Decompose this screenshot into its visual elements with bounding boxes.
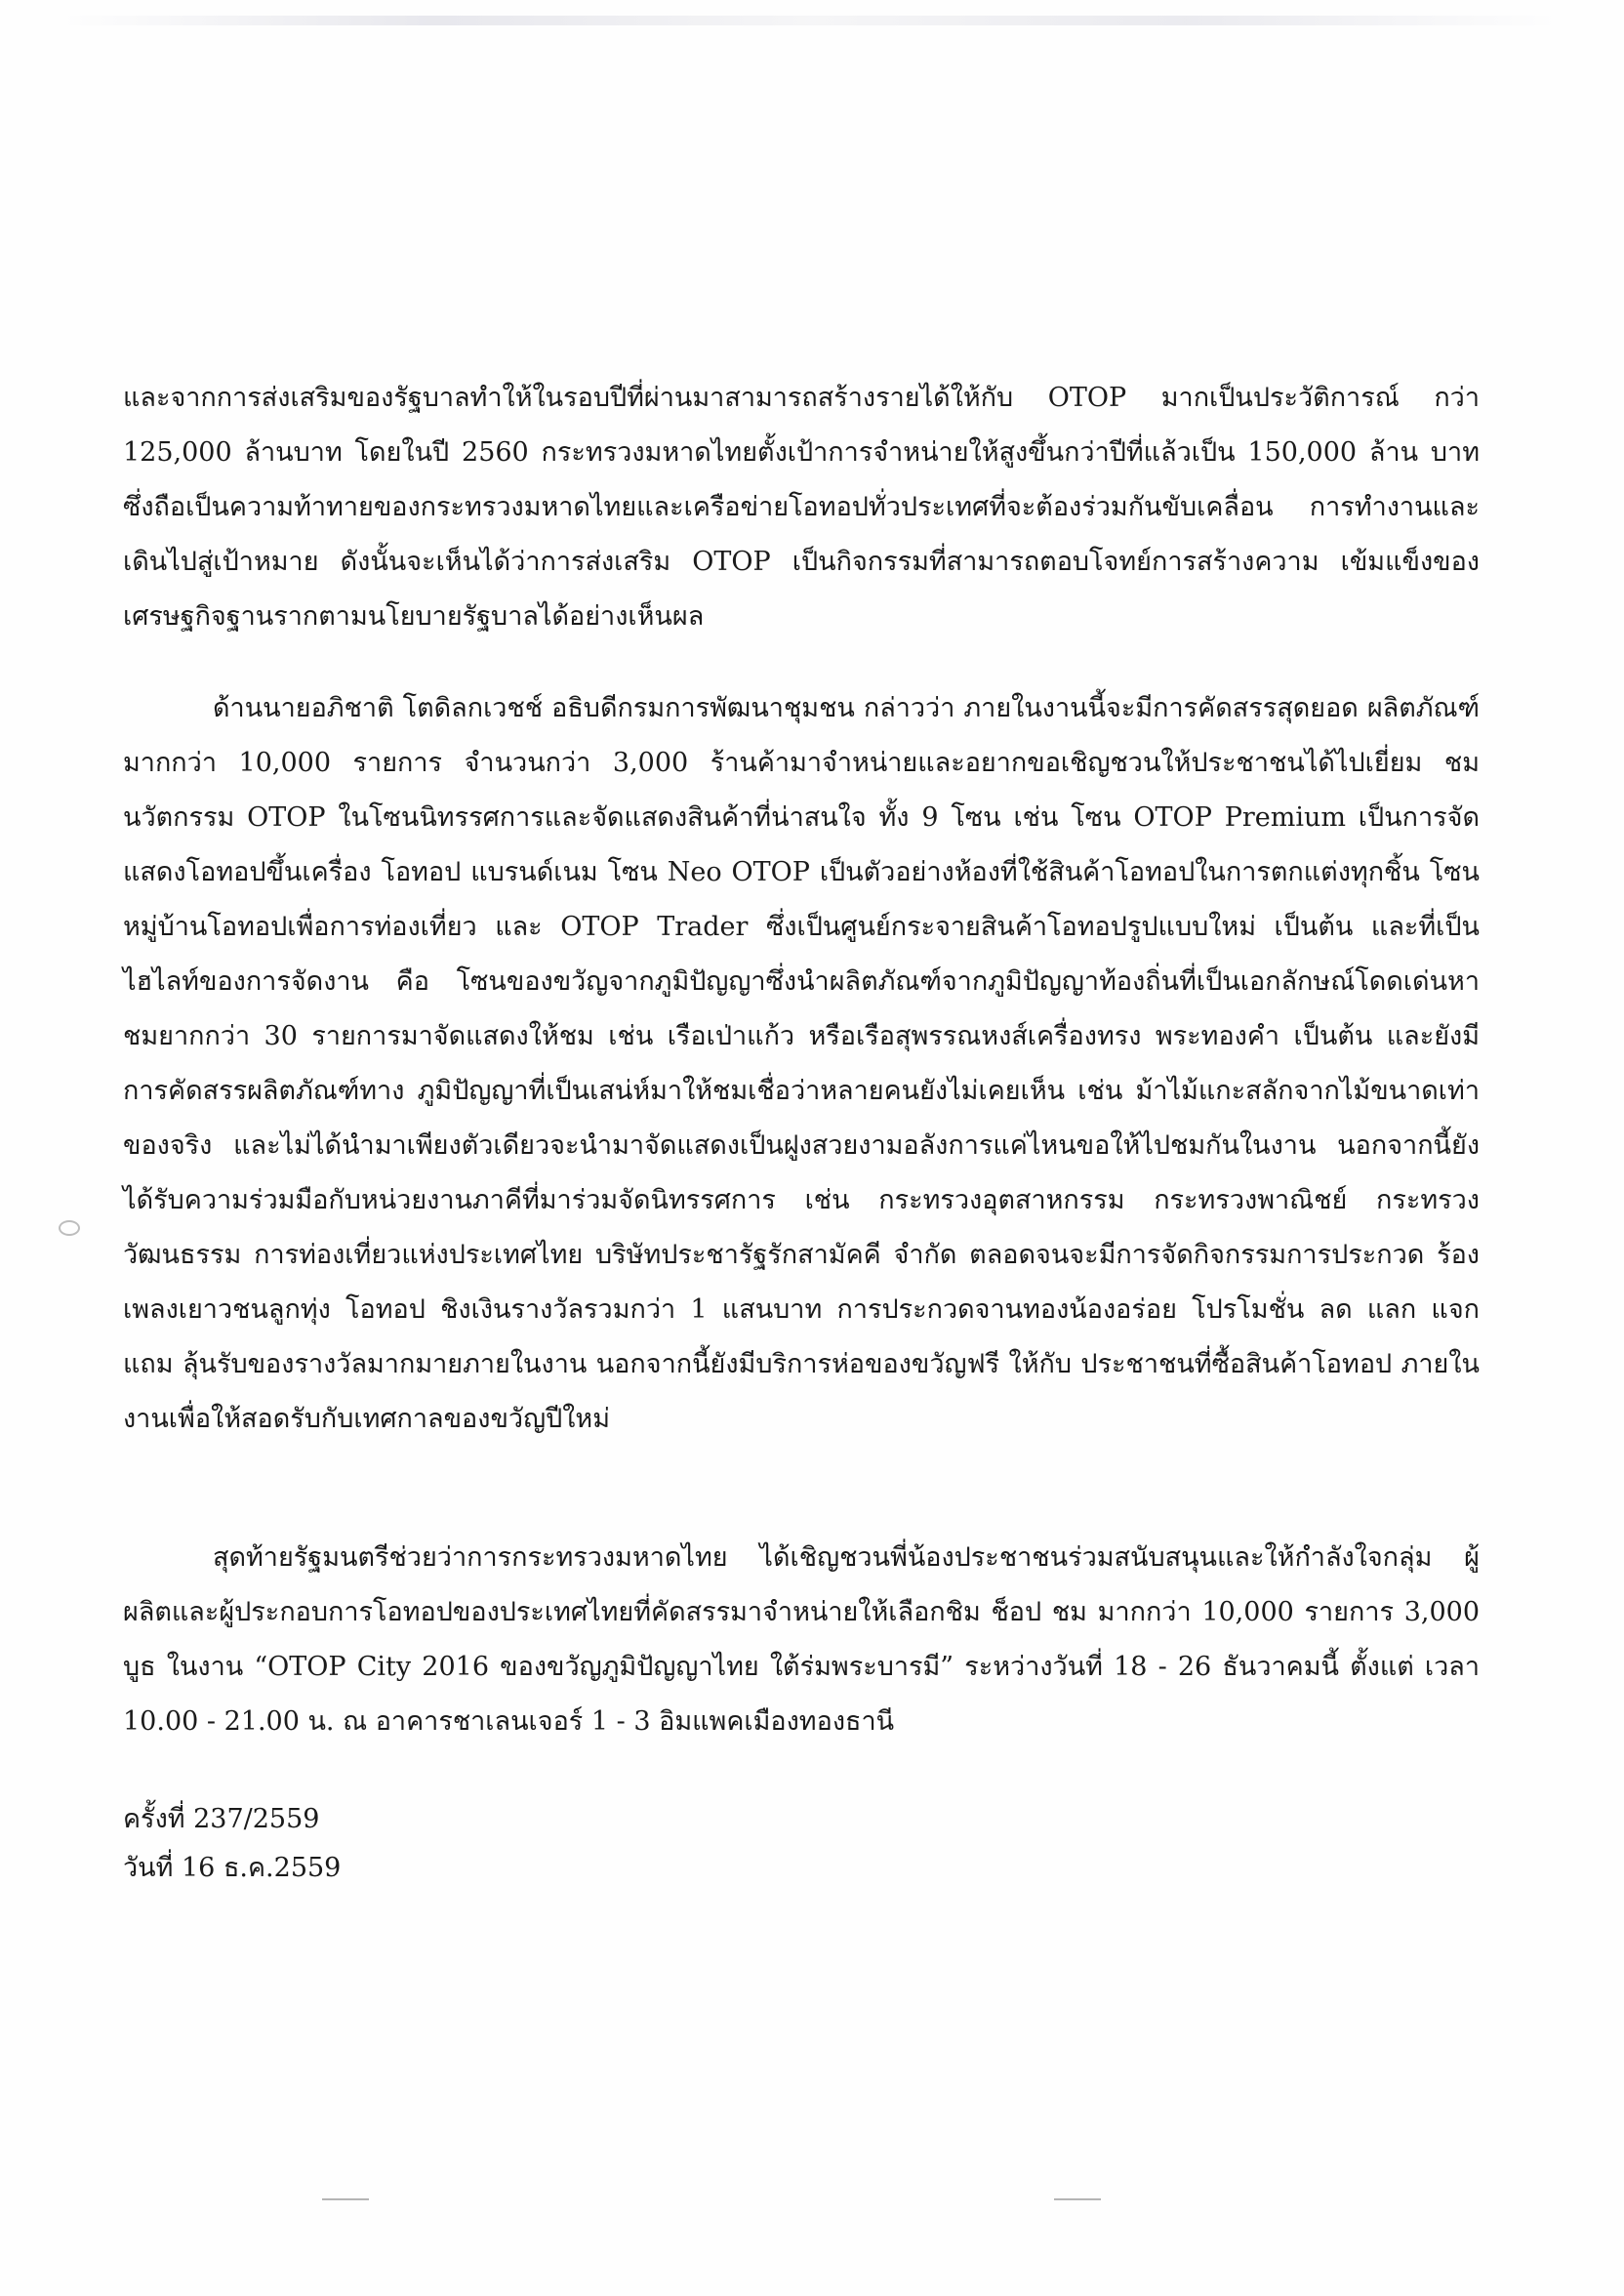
paragraph-event-highlights: ด้านนายอภิชาติ โตดิลกเวชช์ อธิบดีกรมการพัฒนาชุมชน กล่าวว่า ภายในงานนี้จะมีการคัดสรรสุดยอด ผลิตภัณฑ์มากกว่า 10,000 รายการ จำนวนกว่า 3,000 ร้านค้ามาจำหน่ายและอยากขอเชิญชวนให้ประชาชนได้ไปเยี่ยม ชมนวัตกรรม OTOP ในโซนนิทรรศการและจัดแสดงสินค้าที่น่าสนใจ ทั้ง 9 โซน เช่น โซน OTOP Premium เป็นการจัด แสดงโอทอปขึ้นเครื่อง โอทอป แบรนด์เนม โซน Neo OTOP เป็นตัวอย่างห้องที่ใช้สินค้าโอทอปในการตกแต่งทุกชิ้น โซน หมู่บ้านโอทอปเพื่อการท่องเที่ยว และ OTOP Trader ซึ่งเป็นศูนย์กระจายสินค้าโอทอปรูปแบบใหม่ เป็นต้น และที่เป็น ไฮไลท์ของการจัดงาน คือ โซนของขวัญจากภูมิปัญญาซึ่งนำผลิตภัณฑ์จากภูมิปัญญาท้องถิ่นที่เป็นเอกลักษณ์โดดเด่นหา ชมยากกว่า 30 รายการมาจัดแสดงให้ชม เช่น เรือเป่าแก้ว หรือเรือสุพรรณหงส์เครื่องทรง พระทองคำ เป็นต้น และยังมี การคัดสรรผลิตภัณฑ์ทาง ภูมิปัญญาที่เป็นเสน่ห์มาให้ชมเชื่อว่าหลายคนยังไม่เคยเห็น เช่น ม้าไม้แกะสลักจากไม้ขนาดเท่า ของจริง และไม่ได้นำมาเพียงตัวเดียวจะนำมาจัดแสดงเป็นฝูงสวยงามอลังการแค่ไหนขอให้ไปชมกันในงาน นอกจากนี้ยัง ได้รับความร่วมมือกับหน่วยงานภาคีที่มาร่วมจัดนิทรรศการ เช่น กระทรวงอุตสาหกรรม กระทรวงพาณิชย์ กระทรวง วัฒนธรรม การท่องเที่ยวแห่งประเทศไทย บริษัทประชารัฐรักสามัคคี จำกัด ตลอดจนจะมีการจัดกิจกรรมการประกวด ร้องเพลงเยาวชนลูกทุ่ง โอทอป ชิงเงินรางวัลรวมกว่า 1 แสนบาท การประกวดจานทองน้องอร่อย โปรโมชั่น ลด แลก แจก แถม ลุ้นรับของรางวัลมากมายภายในงาน นอกจากนี้ยังมีบริการห่อของขวัญฟรี ให้กับ ประชาชนที่ซื้อสินค้าโอทอป ภายในงานเพื่อให้สอดรับกับเทศกาลของขวัญปีใหม่	[123, 693, 1480, 1434]
release-date: วันที่ 16 ธ.ค.2559	[123, 1853, 342, 1883]
scan-edge-strip	[59, 16, 1562, 25]
paragraph-invitation: สุดท้ายรัฐมนตรีช่วยว่าการกระทรวงมหาดไทย ได้เชิญชวนพี่น้องประชาชนร่วมสนับสนุนและให้กำลังใจกลุ่ม ผู้ผลิตและผู้ประกอบการโอทอปของประเทศไทยที่คัดสรรมาจำหน่ายให้เลือกชิม ช็อป ชม มากกว่า 10,000 รายการ 3,000 บูธ ในงาน “OTOP City 2016 ของขวัญภูมิปัญญาไทย ใต้ร่มพระบารมี” ระหว่างวันที่ 18 - 26 ธันวาคมนี้ ตั้งแต่ เวลา 10.00 - 21.00 น. ณ อาคารชาเลนเจอร์ 1 - 3 อิมแพคเมืองทองธานี	[123, 1542, 1480, 1737]
scan-margin-mark	[59, 1220, 80, 1236]
release-number: ครั้งที่ 237/2559	[123, 1804, 320, 1834]
scan-bottom-mark-left	[322, 2198, 369, 2200]
scan-bottom-mark-right	[1054, 2198, 1101, 2200]
paragraph-otop-revenue: และจากการส่งเสริมของรัฐบาลทำให้ในรอบปีที่ผ่านมาสามารถสร้างรายได้ให้กับ OTOP มากเป็นประวัติการณ์ กว่า 125,000 ล้านบาท โดยในปี 2560 กระทรวงมหาดไทยตั้งเป้าการจำหน่ายให้สูงขึ้นกว่าปีที่แล้วเป็น 150,000 ล้าน บาท ซึ่งถือเป็นความท้าทายของกระทรวงมหาดไทยและเครือข่ายโอทอปทั่วประเทศที่จะต้องร่วมกันขับเคลื่อน การทำงานและเดินไปสู่เป้าหมาย ดังนั้นจะเห็นได้ว่าการส่งเสริม OTOP เป็นกิจกรรมที่สามารถตอบโจทย์การสร้างความ เข้มแข็งของเศรษฐกิจฐานรากตามนโยบายรัฐบาลได้อย่างเห็นผล	[123, 383, 1480, 632]
